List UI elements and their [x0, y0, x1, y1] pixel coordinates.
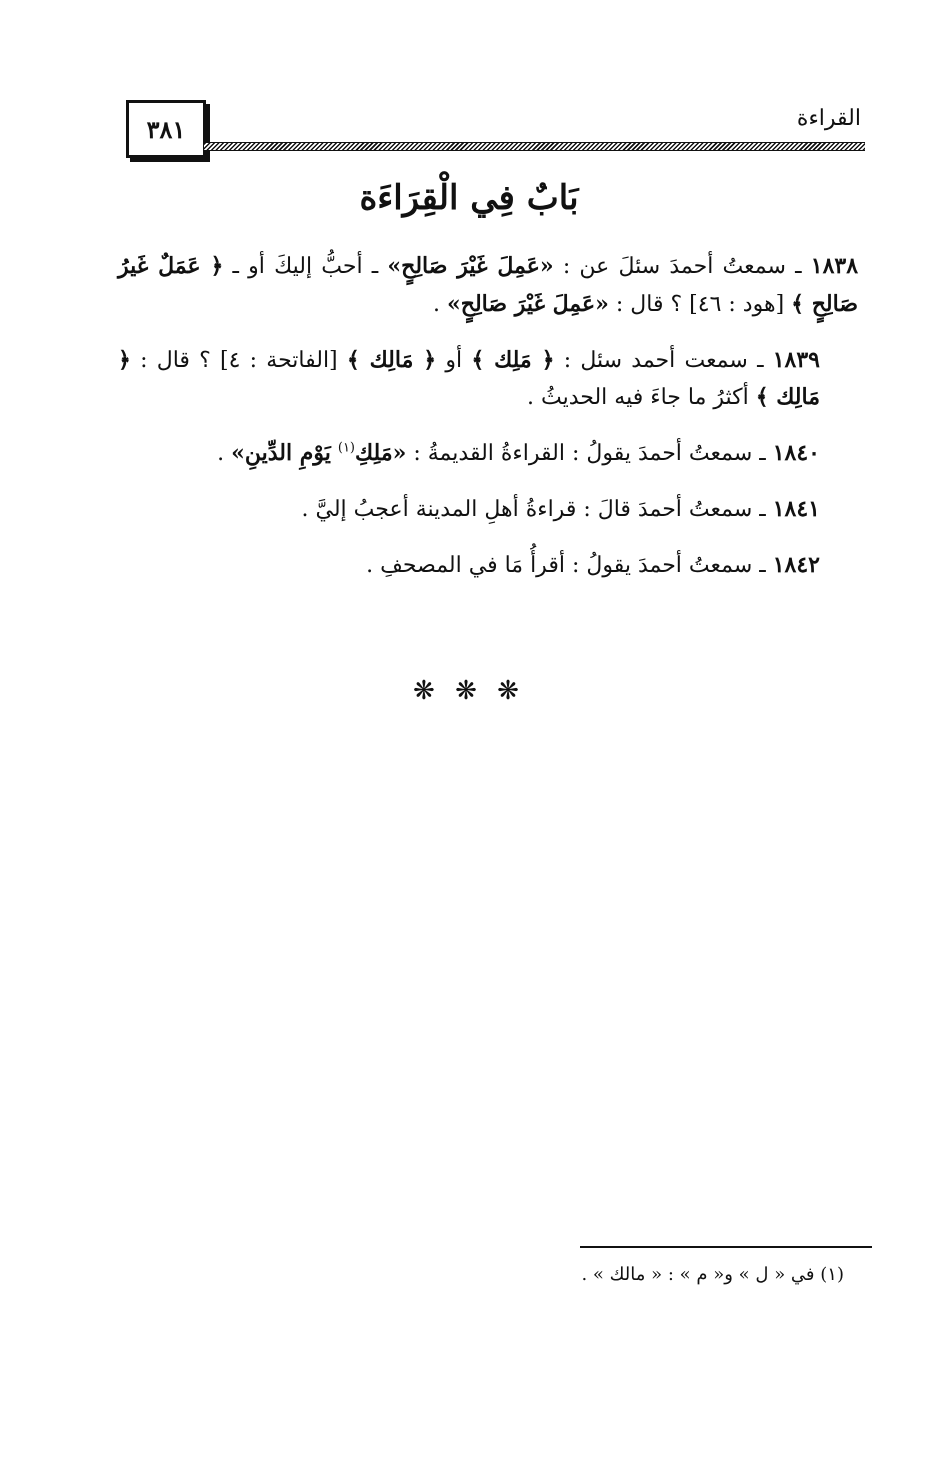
running-head: [126, 100, 861, 160]
footnote-marker[interactable]: (١): [337, 440, 355, 456]
entry-text: .: [433, 291, 440, 317]
entry-dash: ـ: [795, 254, 802, 279]
entry-number: ١٨٣٩: [772, 346, 820, 373]
quoted-reading: يَوْمِ الدِّينِ»: [231, 440, 331, 467]
entry-1840: [118, 435, 858, 473]
quoted-reading: «عَمِلَ غَيْرَ صَالِحٍ»: [387, 253, 554, 279]
entry-dash: ـ: [759, 497, 766, 523]
main-text: [118, 248, 858, 603]
entry-text: سمعت أحمد سئل :: [554, 347, 748, 373]
entry-1842: [118, 547, 858, 585]
quoted-reading: «مَلِكِ: [355, 440, 407, 467]
entry-dash: ـ: [757, 347, 764, 373]
section-name: القراءة: [796, 106, 861, 131]
quran-quote: ﴿ مَالِك ﴾: [346, 346, 437, 373]
entry-number: ١٨٤٢: [772, 551, 820, 578]
quoted-reading: «عَمِلَ غَيْرَ صَالِحٍ»: [447, 290, 609, 317]
section-separator: ❋ ❋ ❋: [413, 676, 525, 706]
entry-text: سمعتُ أحمدَ يقولُ : أقرأُ مَا في المصحفِ .: [366, 552, 753, 578]
entry-number: ١٨٤١: [772, 496, 820, 523]
entry-text: أو: [436, 347, 463, 373]
entry-1841: [118, 491, 858, 529]
entry-text: أكثرُ ما جاءَ فيه الحديثُ .: [527, 385, 749, 411]
header-rule: [204, 142, 865, 151]
entry-number: ١٨٤٠: [772, 440, 820, 467]
entry-1839: [118, 342, 858, 418]
entry-dash: ـ: [759, 441, 766, 467]
chapter-title: بَابٌ فِي الْقِرَاءَة: [359, 178, 579, 218]
quran-quote: ﴿ مَالِك ﴾: [118, 346, 820, 411]
entry-text: .: [217, 441, 225, 467]
entry-text: سمعتُ أحمدَ يقولُ : القراءةُ القديمةُ :: [406, 441, 753, 467]
entry-dash: ـ: [759, 552, 766, 578]
entry-text: [الفاتحة : ٤] ؟ قال :: [130, 347, 338, 373]
entry-1838: [118, 248, 858, 324]
quran-quote: ﴿ مَلِك ﴾: [471, 346, 555, 373]
entry-number: ١٨٣٨: [810, 253, 859, 279]
footnote: (١) في « ل » و« م » : « مالك » .: [581, 1264, 844, 1285]
quran-quote: ﴿ عَمَلٌ غَيرُ صَالِحٍ ﴾: [118, 253, 858, 317]
entry-text: ـ أحبُّ إليكَ أو ـ: [223, 254, 379, 279]
entry-text: [هود : ٤٦] ؟ قال :: [608, 291, 785, 317]
entry-text: سمعتُ أحمدَ سئلَ عن :: [553, 254, 786, 279]
entry-text: سمعتُ أحمدَ قالَ : قراءةُ أهلِ المدينة أعجبُ إليَّ .: [301, 497, 753, 523]
page-number: ٣٨١: [126, 100, 206, 158]
footnote-rule: [580, 1246, 872, 1248]
